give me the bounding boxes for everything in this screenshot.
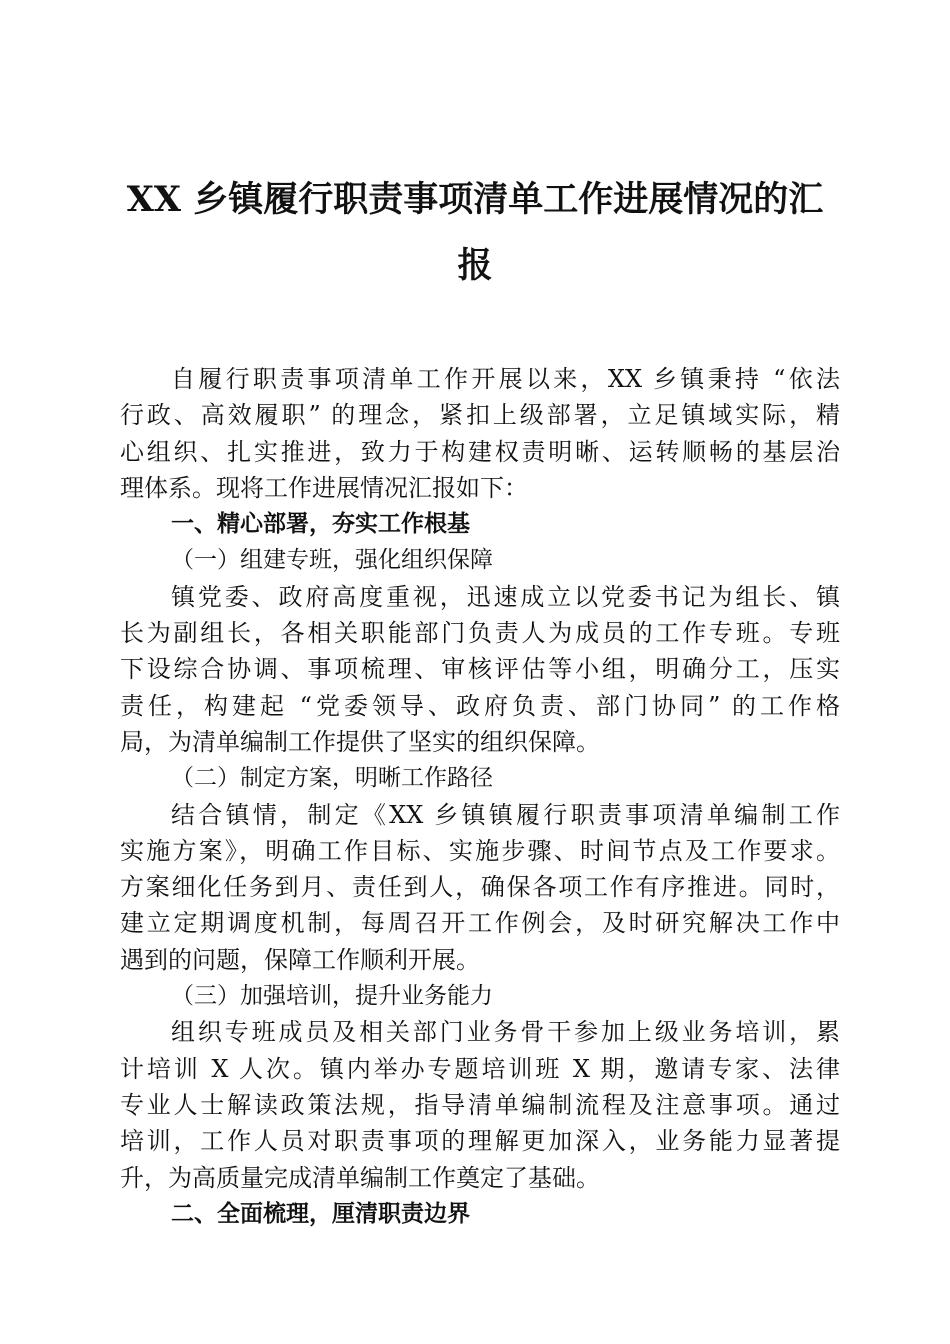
paragraph-line: 专业人士解读政策法规，指导清单编制流程及注意事项。通过 <box>120 1090 840 1119</box>
paragraph-line: 理体系。现将工作进展情况汇报如下： <box>120 473 528 502</box>
paragraph-line: 镇党委、政府高度重视，迅速成立以党委书记为组长、镇 <box>171 582 840 611</box>
section-heading: 一、精心部署，夯实工作根基 <box>171 511 470 538</box>
document-title-line-2: 报 <box>457 245 493 286</box>
paragraph-line: 行政、高效履职” 的理念，紧扣上级部署，立足镇域实际，精 <box>120 401 840 430</box>
paragraph-line: 培训，工作人员对职责事项的理解更加深入，业务能力显著提 <box>120 1127 840 1156</box>
subsection-heading: （一）组建专班，强化组织保障 <box>171 547 493 574</box>
subsection-heading: （三）加强培训，提升业务能力 <box>171 983 493 1010</box>
paragraph-line: 方案细化任务到月、责任到人，确保各项工作有序推进。同时， <box>120 873 840 902</box>
document-title-line-1: XX 乡镇履行职责事项清单工作进展情况的汇 <box>126 179 824 220</box>
paragraph-line: 计培训 X 人次。镇内举办专题培训班 X 期，邀请专家、法律 <box>120 1054 840 1083</box>
paragraph-line: 责任，构建起 “党委领导、政府负责、部门协同” 的工作格 <box>120 691 840 720</box>
paragraph-line: 自履行职责事项清单工作开展以来，XX 乡镇秉持 “依法 <box>171 365 840 393</box>
paragraph-line: 心组织、扎实推进，致力于构建权责明晰、运转顺畅的基层治 <box>120 437 840 466</box>
document-body <box>120 361 840 1232</box>
paragraph-line: 下设综合协调、事项梳理、审核评估等小组，明确分工，压实 <box>120 655 840 684</box>
section-heading: 二、全面梳理，厘清职责边界 <box>171 1200 470 1227</box>
paragraph-line: 实施方案》，明确工作目标、实施步骤、时间节点及工作要求。 <box>120 836 840 865</box>
paragraph-line: 建立定期调度机制，每周召开工作例会，及时研究解决工作中 <box>120 909 840 938</box>
paragraph-line: 组织专班成员及相关部门业务骨干参加上级业务培训，累 <box>171 1018 840 1047</box>
paragraph-line: 结合镇情，制定《XX 乡镇镇履行职责事项清单编制工作 <box>171 800 840 829</box>
paragraph-line: 局，为清单编制工作提供了坚实的组织保障。 <box>120 727 600 756</box>
paragraph-line: 升，为高质量完成清单编制工作奠定了基础。 <box>120 1163 600 1192</box>
paragraph-line: 遇到的问题，保障工作顺利开展。 <box>120 945 480 974</box>
subsection-heading: （二）制定方案，明晰工作路径 <box>171 765 493 792</box>
paragraph-line: 长为副组长，各相关职能部门负责人为成员的工作专班。专班 <box>120 619 840 648</box>
